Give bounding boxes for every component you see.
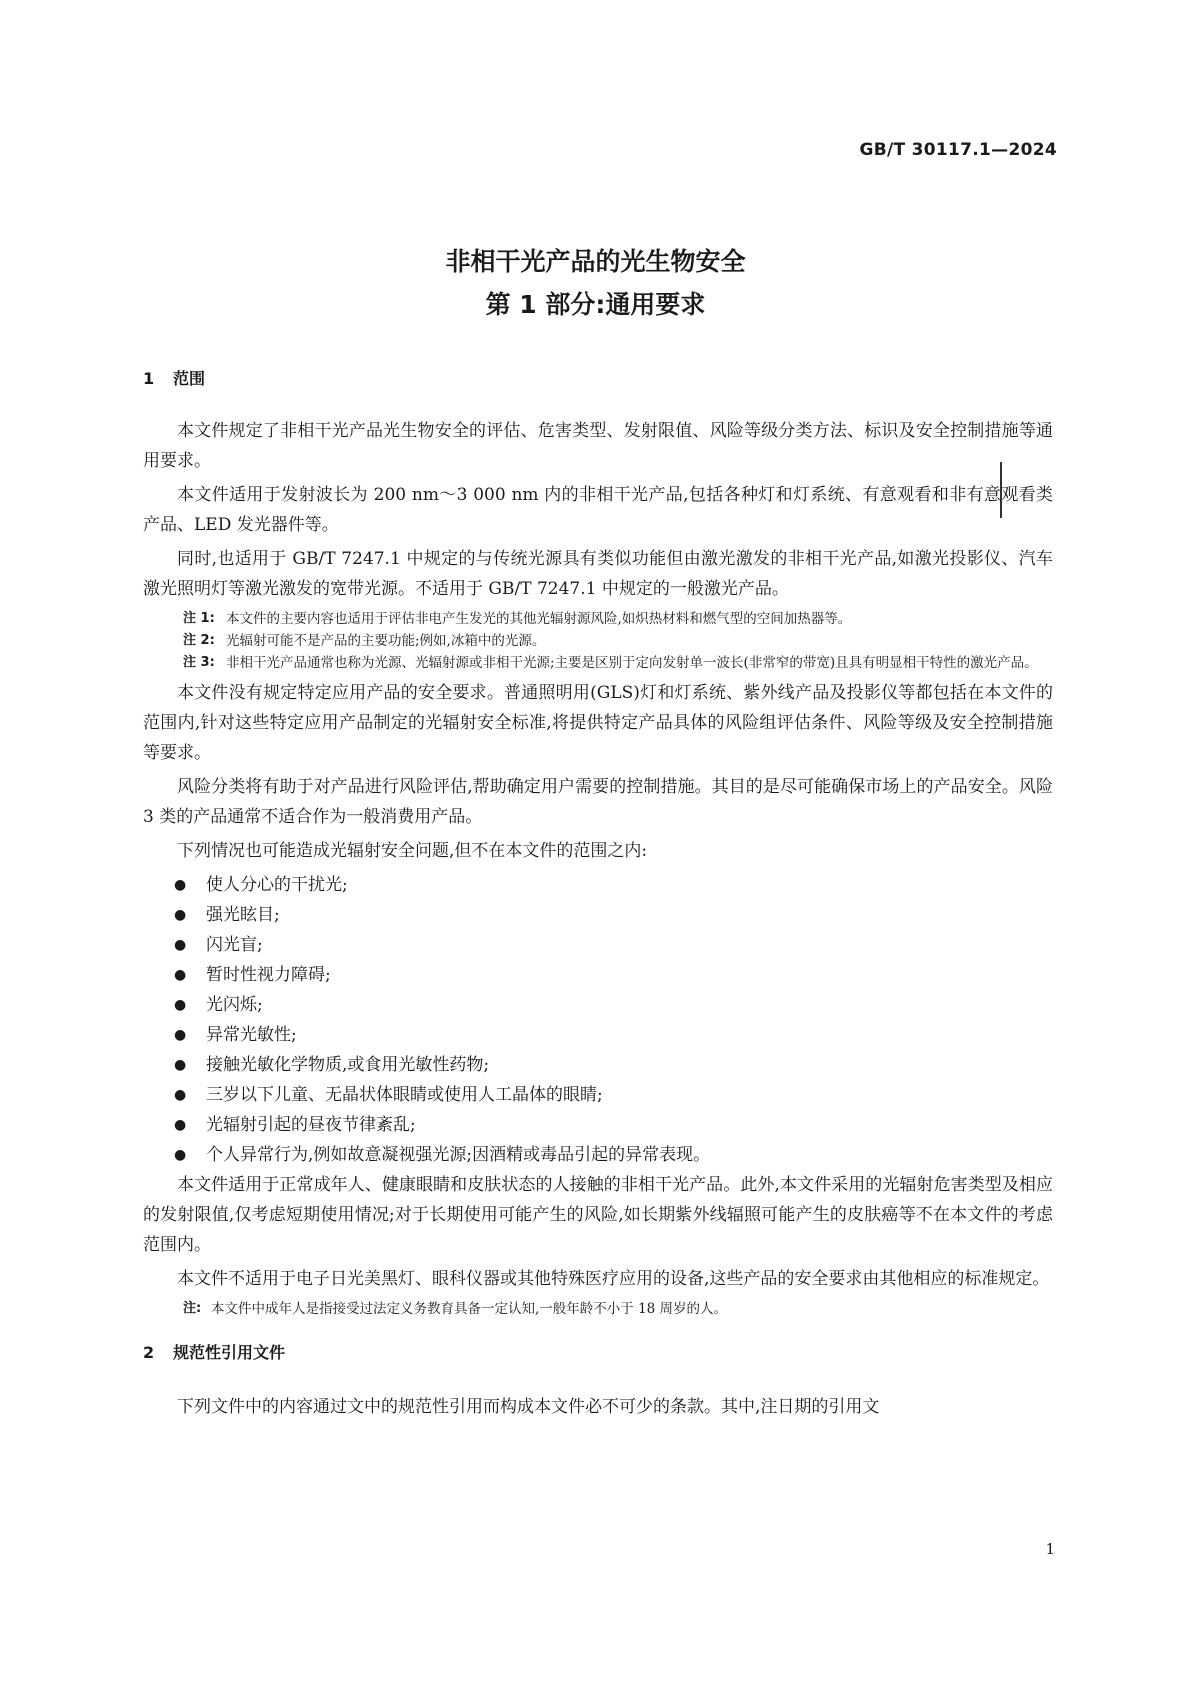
exclusion-list [143, 870, 1053, 1170]
note-label: 注 3: [183, 655, 215, 670]
page-number: 1 [1045, 1540, 1055, 1558]
title-line-2: 第 1 部分:通用要求 [485, 290, 706, 319]
note-text: 本文件中成年人是指接受过法定义务教育具备一定认知,一般年龄不小于 18 周岁的人。 [211, 1301, 728, 1317]
note-label: 注 1: [183, 611, 215, 626]
list-item: ● 三岁以下儿童、无晶状体眼睛或使用人工晶体的眼睛; [143, 1080, 1053, 1110]
paragraph: 本文件适用于正常成年人、健康眼睛和皮肤状态的人接触的非相干光产品。此外,本文件采用的光辐射危害类型及相应的发射限值,仅考虑短期使用情况;对于长期使用可能产生的风险,如长期紫外线辐照可能产生的皮肤癌等不在本文件的考虑范围内。 [143, 1175, 1053, 1255]
note-3 [143, 652, 1053, 674]
bullet-icon: ● [174, 1057, 187, 1073]
list-item: ● 异常光敏性; [143, 1020, 1053, 1050]
section-2-number: 2 [143, 1343, 155, 1362]
list-item: ● 光辐射引起的昼夜节律紊乱; [143, 1110, 1053, 1140]
paragraph: 下列情况也可能造成光辐射安全问题,但不在本文件的范围之内: [177, 841, 648, 861]
standard-code: GB/T 30117.1—2024 [859, 140, 1057, 160]
paragraph: 风险分类将有助于对产品进行风险评估,帮助确定用户需要的控制措施。其目的是尽可能确保市场上的产品安全。风险 3 类的产品通常不适合作为一般消费用产品。 [143, 777, 1053, 827]
paragraph: 同时,也适用于 GB/T 7247.1 中规定的与传统光源具有类似功能但由激光激发的非相干光产品,如激光投影仪、汽车激光照明灯等激光激发的宽带光源。不适用于 GB/T 7247.1 中规定的一般激光产品。 [143, 549, 1053, 599]
note-text: 非相干光产品通常也称为光源、光辐射源或非相干光源;主要是区别于定向发射单一波长(非常窄的带宽)且具有明显相干特性的激光产品。 [226, 655, 1038, 671]
paragraph: 本文件没有规定特定应用产品的安全要求。普通照明用(GLS)灯和灯系统、紫外线产品及投影仪等都包括在本文件的范围内,针对这些特定应用产品制定的光辐射安全标准,将提供特定产品具体的风险组评估条件、风险等级及安全控制措施等要求。 [143, 683, 1053, 763]
bullet-icon: ● [174, 967, 187, 983]
paragraph: 本文件不适用于电子日光美黑灯、眼科仪器或其他特殊医疗应用的设备,这些产品的安全要求由其他相应的标准规定。 [177, 1269, 1050, 1289]
notes-block [143, 608, 1053, 674]
bullet-icon: ● [174, 877, 187, 893]
list-item: ● 强光眩目; [143, 900, 1053, 930]
paragraph: 下列文件中的内容通过文中的规范性引用而构成本文件必不可少的条款。其中,注日期的引用文 [177, 1397, 880, 1417]
list-item: ● 接触光敏化学物质,或食用光敏性药物; [143, 1050, 1053, 1080]
list-item: ● 闪光盲; [143, 930, 1053, 960]
note-text: 光辐射可能不是产品的主要功能;例如,冰箱中的光源。 [226, 633, 546, 649]
bullet-icon: ● [174, 1117, 187, 1133]
title-line-1: 非相干光产品的光生物安全 [445, 247, 746, 276]
list-item: ● 暂时性视力障碍; [143, 960, 1053, 990]
note-2 [143, 630, 1053, 652]
section-1-title: 范围 [173, 369, 206, 388]
bullet-icon: ● [174, 1087, 187, 1103]
list-item: ● 使人分心的干扰光; [143, 870, 1053, 900]
bullet-icon: ● [174, 1027, 187, 1043]
note-1 [143, 608, 1053, 630]
bullet-icon: ● [174, 1147, 187, 1163]
bullet-icon: ● [174, 907, 187, 923]
list-item: ● 个人异常行为,例如故意凝视强光源;因酒精或毒品引起的异常表现。 [143, 1140, 1053, 1170]
section-1-heading [143, 368, 1053, 390]
final-note [143, 1298, 1053, 1320]
document-body [143, 368, 1053, 1426]
note-label: 注: [183, 1301, 202, 1316]
list-item: ● 光闪烁; [143, 990, 1053, 1020]
bullet-icon: ● [174, 997, 187, 1013]
note-label: 注 2: [183, 633, 215, 648]
section-2-heading [143, 1342, 1053, 1364]
section-2-title: 规范性引用文件 [173, 1343, 286, 1362]
paragraph: 本文件适用于发射波长为 200 nm～3 000 nm 内的非相干光产品,包括各种灯和灯系统、有意观看和非有意观看类产品、LED 发光器件等。 [143, 485, 1053, 535]
document-title [0, 240, 1191, 326]
section-1-number: 1 [143, 369, 155, 388]
note-text: 本文件的主要内容也适用于评估非电产生发光的其他光辐射源风险,如炽热材料和燃气型的空间加热器等。 [226, 611, 852, 627]
bullet-icon: ● [174, 937, 187, 953]
paragraph: 本文件规定了非相干光产品光生物安全的评估、危害类型、发射限值、风险等级分类方法、标识及安全控制措施等通用要求。 [143, 421, 1053, 471]
